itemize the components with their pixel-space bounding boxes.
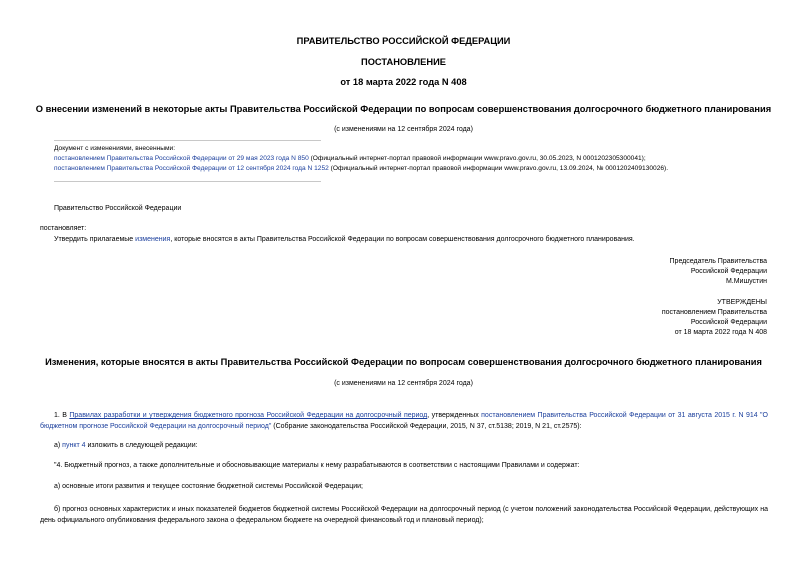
paragraph-3: "4. Бюджетный прогноз, а также дополнительные и обосновывающие материалы к нему разрабатываются в соответствии с настоящими Правилами и содержат: bbox=[54, 462, 580, 469]
rules-link[interactable]: Правилах разработки и утверждения бюджетного прогноза Российской Федерации на долгосрочный период bbox=[69, 412, 428, 419]
amendment-item bbox=[54, 165, 668, 172]
amendments-bottom-rule bbox=[54, 181, 321, 182]
document-type: ПОСТАНОВЛЕНИЕ bbox=[361, 57, 446, 67]
amendment-source: (Официальный интернет-портал правовой информации www.pravo.gov.ru, 30.05.2023, N 0001202305300041); bbox=[308, 155, 646, 162]
document-date-number: от 18 марта 2022 года N 408 bbox=[340, 77, 467, 87]
amendments-intro: Документ с изменениями, внесенными: bbox=[54, 145, 176, 152]
amendments-top-rule bbox=[54, 140, 321, 141]
decree-914-link[interactable]: постановлением Правительства Российской Федерации от 31 августа 2015 г. N 914 "О бюджетном прогнозе Российской Федерации на долгосрочный период" bbox=[40, 412, 768, 430]
amendment-item bbox=[54, 155, 646, 162]
approved-by: постановлением Правительства bbox=[661, 309, 767, 316]
approved-label: УТВЕРЖДЕНЫ bbox=[717, 299, 767, 306]
approved-date: от 18 марта 2022 года N 408 bbox=[674, 329, 767, 336]
paragraph-4: а) основные итоги развития и текущее состояние бюджетной системы Российской Федерации; bbox=[54, 483, 363, 490]
document-title: О внесении изменений в некоторые акты Правительства Российской Федерации по вопросам совершенствования долгосрочного бюджетного планирования bbox=[35, 104, 772, 114]
paragraph-5: б) прогноз основных характеристик и иных показателей бюджетов бюджетной системы Российской Федерации на долгосрочный период (с учетом положений законодательства Российской Федерации, действующих на день официального опубликования федерального закона о федеральном бюджете на очередной финансовый год и плановый период); bbox=[40, 506, 768, 524]
amendment-link[interactable]: постановлением Правительства Российской Федерации от 29 мая 2023 года N 850 bbox=[54, 155, 309, 162]
signature-org: Российской Федерации bbox=[690, 268, 767, 275]
signature-name: М.Мишустин bbox=[725, 278, 767, 285]
changes-link[interactable]: изменения bbox=[135, 236, 171, 243]
paragraph-1: 1. В Правилах разработки и утверждения бюджетного прогноза Российской Федерации на долгосрочный период, утвержденных постановлением Правительства Российской Федерации от 31 августа 2015 г. N 914 "О бюджетном прогнозе Российской Федерации на долгосрочный период" (Собрание законодательства Российской Федерации, 2015, N 37, ст.5138; 2019, N 21, ст.2575): bbox=[40, 412, 768, 430]
decrees-word: постановляет: bbox=[40, 225, 87, 232]
section-title: Изменения, которые вносятся в акты Правительства Российской Федерации по вопросам совершенствования долгосрочного бюджетного планирования bbox=[45, 357, 762, 367]
signature-title: Председатель Правительства bbox=[669, 258, 767, 265]
revision-note: (с изменениями на 12 сентября 2024 года) bbox=[334, 126, 473, 133]
issuer-heading: ПРАВИТЕЛЬСТВО РОССИЙСКОЙ ФЕДЕРАЦИИ bbox=[296, 36, 511, 46]
clause-4-link[interactable]: пункт 4 bbox=[62, 442, 86, 449]
approved-org: Российской Федерации bbox=[690, 319, 767, 326]
section-revision-note: (с изменениями на 12 сентября 2024 года) bbox=[334, 380, 473, 387]
amendment-source: (Официальный интернет-портал правовой информации www.pravo.gov.ru, 13.09.2024, № 0001202409130026). bbox=[328, 165, 669, 172]
approve-paragraph: Утвердить прилагаемые изменения, которые вносятся в акты Правительства Российской Федерации по вопросам совершенствования долгосрочного бюджетного планирования. bbox=[54, 236, 635, 243]
paragraph-2: а) пункт 4 изложить в следующей редакции: bbox=[54, 442, 198, 449]
government-name: Правительство Российской Федерации bbox=[54, 205, 182, 212]
amendment-link[interactable]: постановлением Правительства Российской Федерации от 12 сентября 2024 года N 1252 bbox=[54, 165, 329, 172]
